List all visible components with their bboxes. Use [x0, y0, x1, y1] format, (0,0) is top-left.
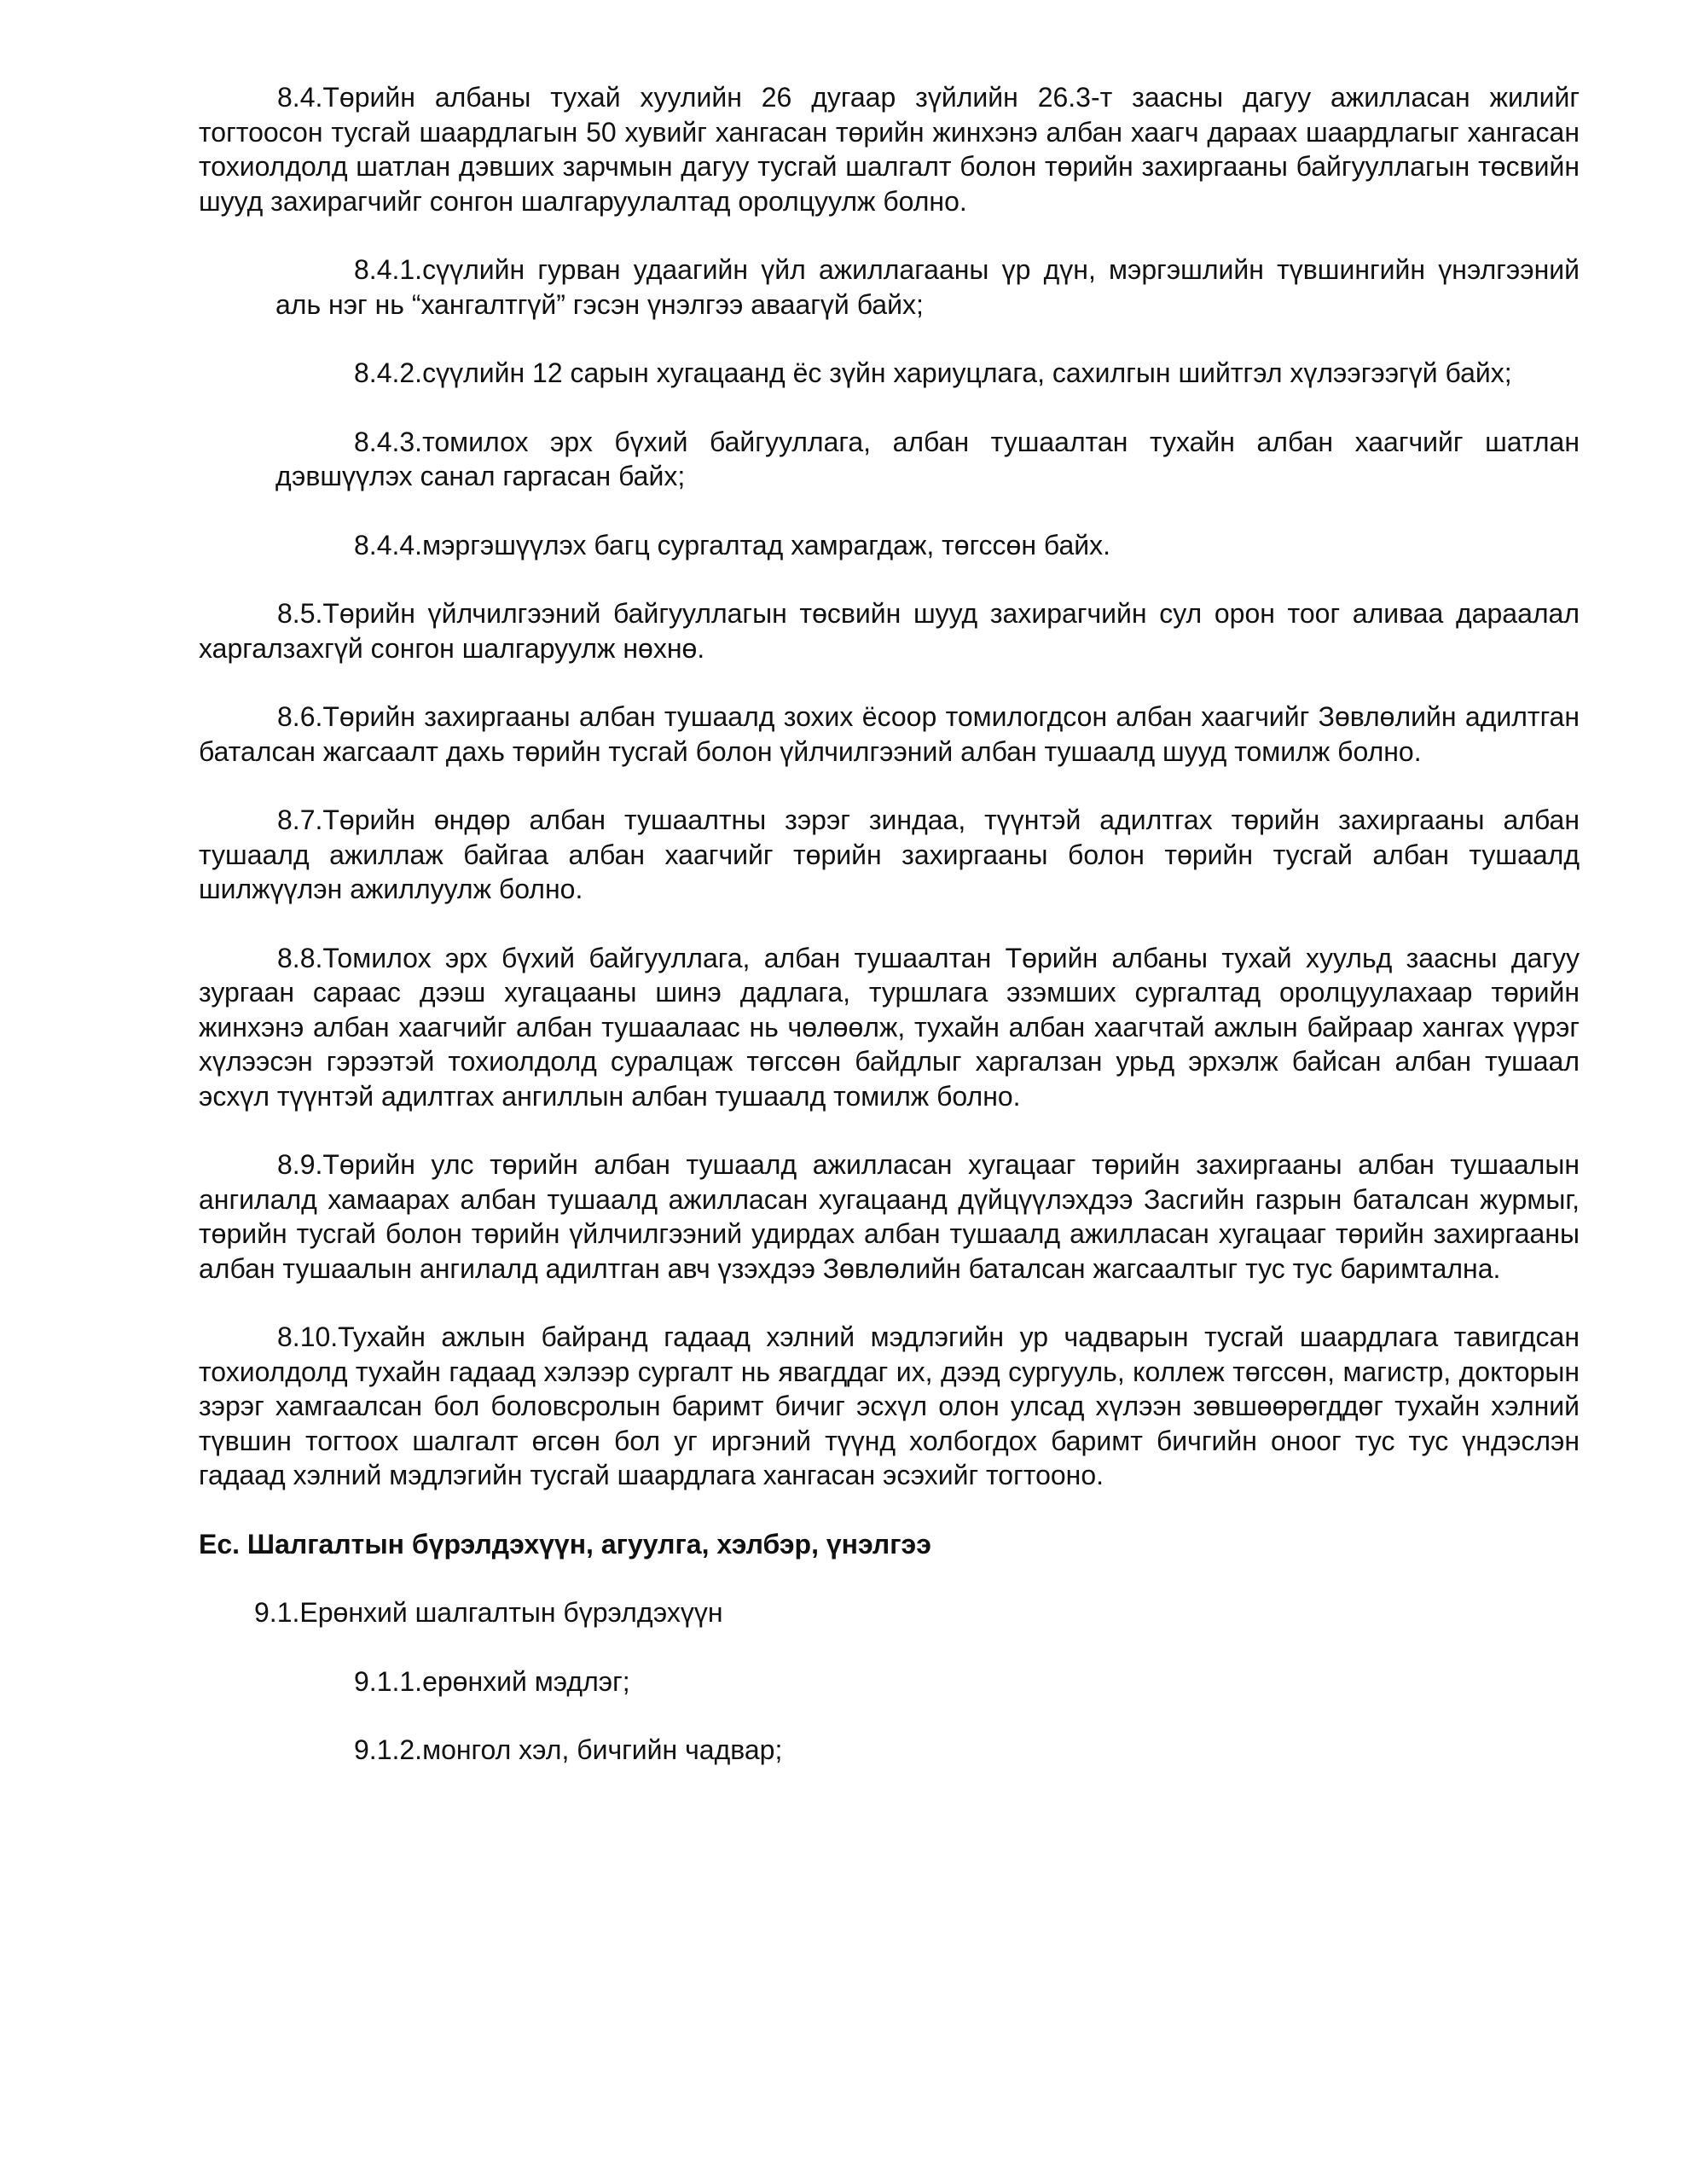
paragraph-8-5: 8.5.Төрийн үйлчилгээний байгууллагын төсвийн шууд захирагчийн сул орон тоог аливаа дараалал харгалзахгүй сонгон шалгаруулж нөхнө. — [199, 598, 1580, 664]
paragraph-8-4-1: 8.4.1.сүүлийн гурван удаагийн үйл ажиллагааны үр дүн, мэргэшлийн түвшингийн үнэлгээний аль нэг нь “хангалтгүй” гэсэн үнэлгээ аваагүй байх; — [275, 254, 1580, 320]
item-9-1-1: 9.1.1.ерөнхий мэдлэг; — [354, 1665, 630, 1697]
item-9-1: 9.1.Ерөнхий шалгалтын бүрэлдэхүүн — [254, 1597, 723, 1628]
document-page — [199, 80, 1580, 1768]
item-9-1-2: 9.1.2.монгол хэл, бичгийн чадвар; — [354, 1734, 783, 1765]
section-9-heading: Ес. Шалгалтын бүрэлдэхүүн, агуулга, хэлбэр, үнэлгээ — [199, 1528, 931, 1560]
paragraph-8-9: 8.9.Төрийн улс төрийн албан тушаалд ажилласан хугацааг төрийн захиргааны албан тушаалын ангилалд хамаарах албан тушаалд ажилласан хугацаанд дүйцүүлэхдээ Засгийн газрын баталсан журмыг, төрийн тусгай болон төрийн үйлчилгээний удирдах албан тушаалд ажилласан хугацааг төрийн захиргааны албан тушаалын ангилалд адилтган авч үзэхдээ Зөвлөлийн баталсан жагсаалтыг тус тус баримтална. — [199, 1149, 1580, 1284]
paragraph-8-8: 8.8.Томилох эрх бүхий байгууллага, албан тушаалтан Төрийн албаны тухай хуульд заасны дагуу зургаан сараас дээш хугацааны шинэ дадлага, туршлага эзэмших сургалтад оролцуулахаар төрийн жинхэнэ албан хаагчийг албан тушаалаас нь чөлөөлж, тухайн албан хаагчтай ажлын байраар хангах үүрэг хүлээсэн гэрээтэй тохиолдолд суралцаж төгссөн байдлыг харгалзан урьд эрхэлж байсан албан тушаал эсхүл түүнтэй адилтгах ангиллын албан тушаалд томилж болно. — [199, 942, 1580, 1112]
paragraph-8-4-4: 8.4.4.мэргэшүүлэх багц сургалтад хамрагдаж, төгссөн байх. — [354, 529, 1111, 561]
paragraph-8-4: 8.4.Төрийн албаны тухай хуулийн 26 дугаар зүйлийн 26.3-т заасны дагуу ажилласан жилийг тогтоосон тусгай шаардлагын 50 хувийг хангасан төрийн жинхэнэ албан хаагч дараах шаардлагыг хангасан тохиолдолд шатлан дэвших зарчмын дагуу тусгай шалгалт болон төрийн захиргааны байгууллагын төсвийн шууд захирагчийг сонгон шалгаруулалтад оролцуулж болно. — [199, 82, 1580, 217]
paragraph-8-7: 8.7.Төрийн өндөр албан тушаалтны зэрэг зиндаа, түүнтэй адилтгах төрийн захиргааны албан тушаалд ажиллаж байгаа албан хаагчийг төрийн захиргааны болон төрийн тусгай албан тушаалд шилжүүлэн ажиллуулж болно. — [199, 804, 1580, 904]
paragraph-8-4-3: 8.4.3.томилох эрх бүхий байгууллага, албан тушаалтан тухайн албан хаагчийг шатлан дэвшүүлэх санал гаргасан байх; — [275, 426, 1580, 491]
paragraph-8-10: 8.10.Тухайн ажлын байранд гадаад хэлний мэдлэгийн ур чадварын тусгай шаардлага тавигдсан тохиолдолд тухайн гадаад хэлээр сургалт нь явагддаг их, дээд сургууль, коллеж төгссөн, магистр, докторын зэрэг хамгаалсан бол боловсролын баримт бичиг эсхүл олон улсад хүлээн зөвшөөрөгддөг тухайн хэлний түвшин тогтоох шалгалт өгсөн бол уг иргэний түүнд холбогдох баримт бичгийн оноог тус тус үндэслэн гадаад хэлний мэдлэгийн тусгай шаардлага хангасан эсэхийг тогтооно. — [199, 1321, 1580, 1490]
paragraph-8-6: 8.6.Төрийн захиргааны албан тушаалд зохих ёсоор томилогдсон албан хаагчийг Зөвлөлийн адилтган баталсан жагсаалт дахь төрийн тусгай болон үйлчилгээний албан тушаалд шууд томилж болно. — [199, 701, 1580, 767]
paragraph-8-4-2: 8.4.2.сүүлийн 12 сарын хугацаанд ёс зүйн хариуцлага, сахилгын шийтгэл хүлээгээгүй байх; — [354, 357, 1512, 388]
